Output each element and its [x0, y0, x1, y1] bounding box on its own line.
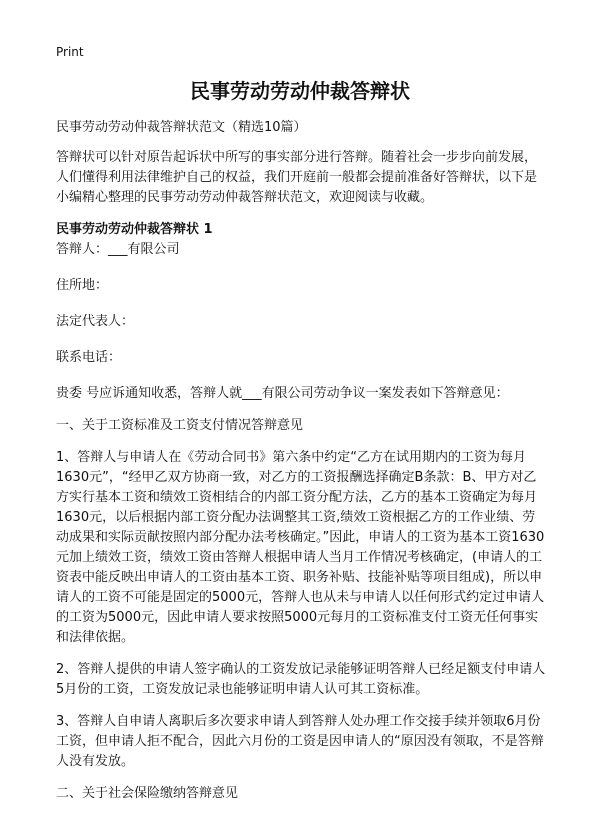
paragraph-3: 3、答辩人自申请人离职后多次要求申请人到答辩人处办理工作交接手续并领取6月份工资，但申请人拒不配合，因此六月份的工资是因申请人的“原因没有领取，不是答辩人没有发放。: [56, 714, 544, 769]
phone-field: 联系电话：: [56, 350, 122, 365]
respondent-field: 答辩人：___有限公司: [56, 242, 180, 257]
print-link[interactable]: Print: [56, 45, 84, 59]
section-heading: 民事劳动劳动仲裁答辩状 1: [56, 222, 213, 237]
page-title: 民事劳动劳动仲裁答辩状: [190, 79, 410, 103]
document-body: [56, 118, 548, 816]
notice-paragraph: 贵委 号应诉通知收悉，答辩人就___有限公司劳动争议一案发表如下答辩意见：: [56, 386, 509, 401]
document-subtitle: 民事劳动劳动仲裁答辩状范文（精选10篇）: [56, 120, 307, 135]
address-field: 住所地：: [56, 278, 109, 293]
part2-heading: 二、关于社会保险缴纳答辩意见: [56, 786, 239, 801]
legal-rep-field: 法定代表人：: [56, 314, 135, 329]
intro-paragraph: 答辩状可以针对原告起诉状中所写的事实部分进行答辩。随着社会一步步向前发展，人们懂得利用法律维护自己的权益，我们开庭前一般都会提前准备好答辩状，以下是小编精心整理的民事劳动劳动仲裁答辩状范文，欢迎阅读与收藏。: [56, 150, 538, 205]
paragraph-1: 1、答辩人与申请人在《劳动合同书》第六条中约定“乙方在试用期内的工资为每月1630元”，“经甲乙双方协商一致，对乙方的工资报酬选择确定B条款：B、甲方对乙方实行基本工资和绩效工资相结合的内部工资分配方法，乙方的基本工资确定为每月1630元，以后根据内部工资分配办法调整其工资,绩效工资根据乙方的工作业绩、劳动成果和实际贡献按照内部分配办法考核确定。”因此，申请人的工资为基本工资1630元加上绩效工资，绩效工资由答辩人根据申请人当月工作情况考核确定，(申请人的工资表中能反映出申请人的工资由基本工资、职务补贴、技能补贴等项目组成)，所以申请人的工资不可能是固定的5000元，答辩人也从未与申请人以任何形式约定过申请人的工资为5000元，因此申请人要求按照5000元每月的工资标准支付工资无任何事实和法律依据。: [56, 450, 545, 645]
part1-heading: 一、关于工资标准及工资支付情况答辩意见: [56, 418, 304, 433]
paragraph-2: 2、答辩人提供的申请人签字确认的工资发放记录能够证明答辩人已经足额支付申请人5月份的工资，工资发放记录也能够证明申请人认可其工资标准。: [56, 662, 546, 697]
